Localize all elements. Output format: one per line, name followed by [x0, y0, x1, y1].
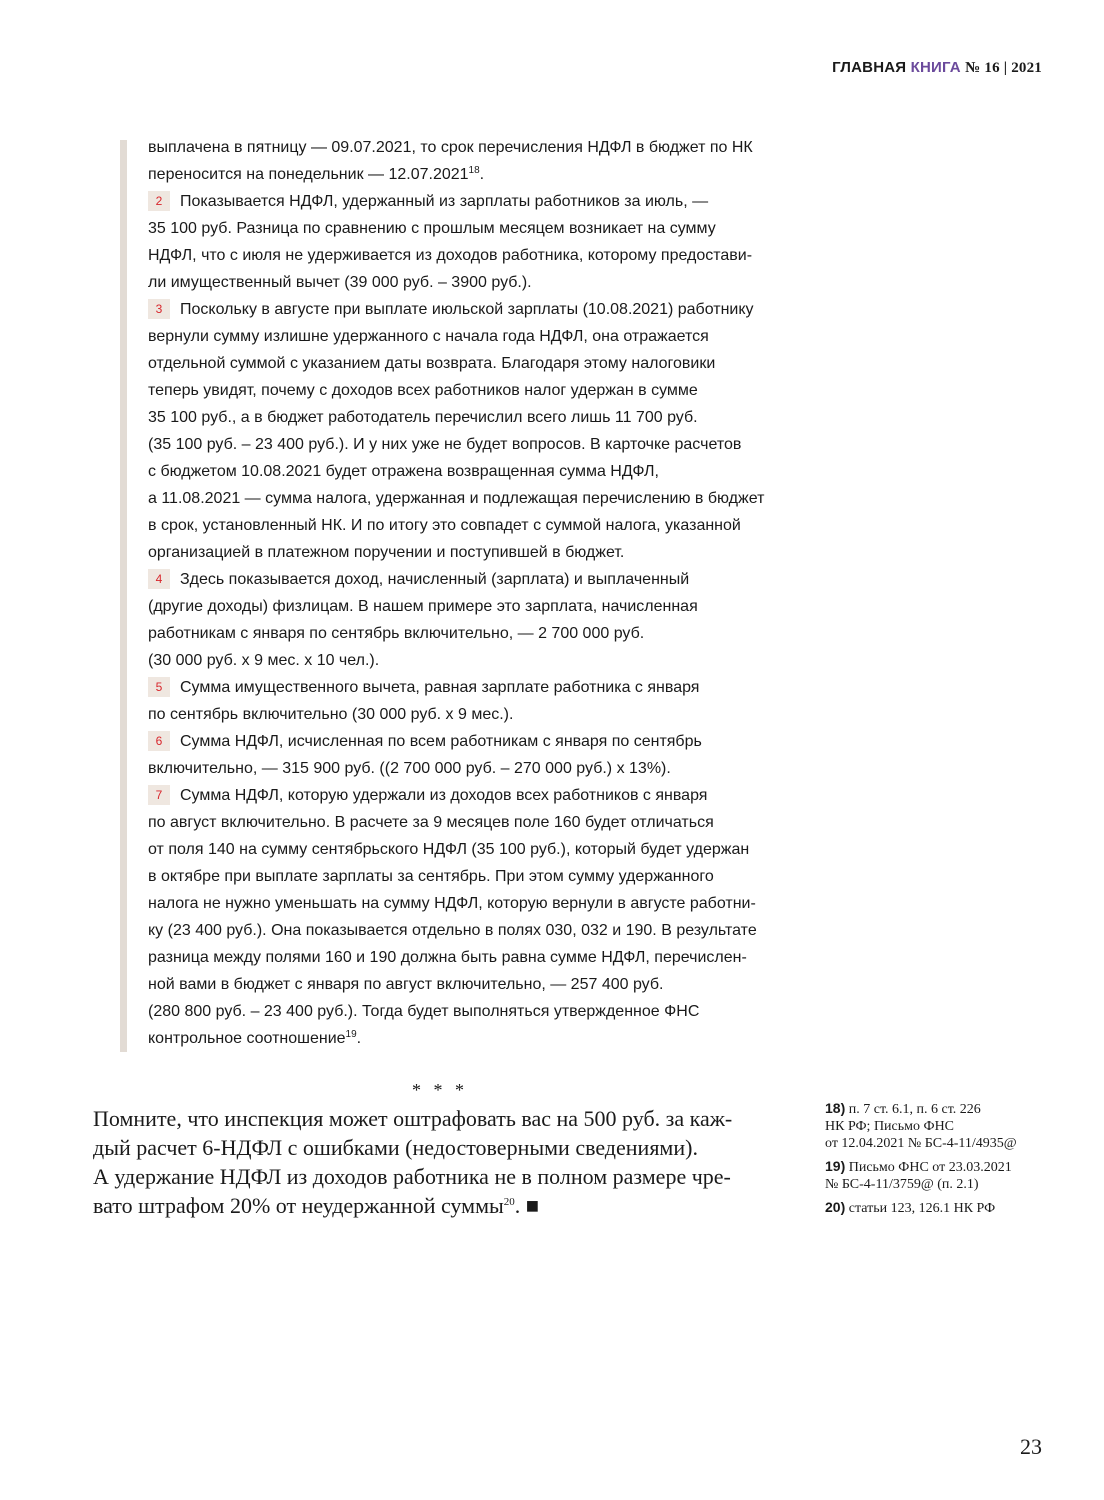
- commentary-line: от поля 140 на сумму сентябрьского НДФЛ (35 100 руб.), который будет удержан: [148, 841, 750, 858]
- footnote-20: 20) статьи 123, 126.1 НК РФ: [825, 1199, 996, 1216]
- footnote-number: 18): [825, 1100, 846, 1116]
- header-issue: № 16 | 2021: [965, 60, 1042, 76]
- commentary-side-bar: [120, 140, 127, 1052]
- footnote-ref[interactable]: 19: [345, 1029, 357, 1040]
- footnote-line: № БС-4-11/3759@ (п. 2.1): [825, 1177, 979, 1192]
- commentary-line: отдельной суммой с указанием даты возврата. Благодаря этому налоговики: [148, 355, 716, 372]
- item-number-badge: 4: [148, 569, 170, 589]
- commentary-line: по сентябрь включительно (30 000 руб. х 9 мес.).: [148, 706, 514, 723]
- commentary-line: с бюджетом 10.08.2021 будет отражена возвращенная сумма НДФЛ,: [148, 463, 659, 480]
- commentary-line: в октябре при выплате зарплаты за сентябрь. При этом сумму удержанного: [148, 868, 714, 885]
- item-number-badge: 2: [148, 191, 170, 211]
- footnotes: [825, 1100, 1055, 1223]
- commentary-line: (другие доходы) физлицам. В нашем примере это зарплата, начисленная: [148, 598, 698, 615]
- page-number: 23: [1020, 1434, 1042, 1459]
- commentary-line: (35 100 руб. – 23 400 руб.). И у них уже не будет вопросов. В карточке расчетов: [148, 436, 742, 453]
- footnote-ref[interactable]: 18: [468, 165, 480, 176]
- commentary-line: работникам с января по сентябрь включительно, — 2 700 000 руб.: [148, 625, 645, 642]
- header-title-accent: КНИГА: [910, 59, 961, 76]
- commentary-line: 35 100 руб., а в бюджет работодатель перечислил всего лишь 11 700 руб.: [148, 409, 698, 426]
- conclusion-paragraph: [93, 1104, 793, 1220]
- conclusion-line: Помните, что инспекция может оштрафовать вас на 500 руб. за каж-: [93, 1106, 733, 1131]
- commentary-line: ли имущественный вычет (39 000 руб. – 3900 руб.).: [148, 274, 532, 291]
- commentary-line: ку (23 400 руб.). Она показывается отдельно в полях 030, 032 и 190. В результате: [148, 922, 757, 939]
- footnote-number: 20): [825, 1199, 846, 1215]
- footnote-line: НК РФ; Письмо ФНС: [825, 1119, 955, 1134]
- commentary-line: (30 000 руб. х 9 мес. х 10 чел.).: [148, 652, 380, 669]
- footnote-19: 19) Письмо ФНС от 23.03.2021 № БС-4-11/3759@ (п. 2.1): [825, 1158, 1055, 1193]
- commentary-line: разница между полями 160 и 190 должна быть равна сумме НДФЛ, перечислен-: [148, 949, 747, 966]
- footnote-line: от 12.04.2021 № БС-4-11/4935@: [825, 1136, 1017, 1151]
- commentary-line: вернули сумму излишне удержанного с начала года НДФЛ, она отражается: [148, 328, 709, 345]
- conclusion-line: вато штрафом 20% от неудержанной суммы$^{20}$. ■: [93, 1193, 540, 1218]
- item-number-badge: 5: [148, 677, 170, 697]
- footnote-ref[interactable]: 20: [503, 1196, 515, 1208]
- running-header: [832, 59, 1042, 77]
- end-mark: . ■: [514, 1193, 540, 1218]
- commentary-item-2: 2 Показывается НДФЛ, удержанный из зарплаты работников за июль, —: [148, 188, 788, 215]
- conclusion-line: дый расчет 6-НДФЛ с ошибками (недостоверными сведениями).: [93, 1135, 698, 1160]
- commentary-line: НДФЛ, что с июля не удерживается из доходов работника, которому предостави-: [148, 247, 753, 264]
- conclusion-line: А удержание НДФЛ из доходов работника не в полном размере чре-: [93, 1164, 731, 1189]
- item-number-badge: 7: [148, 785, 170, 805]
- commentary-line: налога не нужно уменьшать на сумму НДФЛ, которую вернули в августе работни-: [148, 895, 756, 912]
- commentary-item-5: 5 Сумма имущественного вычета, равная зарплате работника с января: [148, 674, 788, 701]
- commentary-line: выплачена в пятницу — 09.07.2021, то срок перечисления НДФЛ в бюджет по НК: [148, 139, 753, 156]
- commentary-line: организацией в платежном поручении и поступившей в бюджет.: [148, 544, 625, 561]
- commentary-line: теперь увидят, почему с доходов всех работников налог удержан в сумме: [148, 382, 698, 399]
- commentary-line: по август включительно. В расчете за 9 месяцев поле 160 будет отличаться: [148, 814, 714, 831]
- footnote-18: 18) п. 7 ст. 6.1, п. 6 ст. 226 НК РФ; Письмо ФНС от 12.04.2021 № БС-4-11/4935@: [825, 1100, 1055, 1152]
- commentary-block: [148, 134, 788, 1052]
- item-number-badge: 3: [148, 299, 170, 319]
- commentary-item-3: 3 Поскольку в августе при выплате июльской зарплаты (10.08.2021) работнику: [148, 296, 788, 323]
- commentary-line: ной вами в бюджет с января по август включительно, — 257 400 руб.: [148, 976, 664, 993]
- commentary-item-6: 6 Сумма НДФЛ, исчисленная по всем работникам с января по сентябрь: [148, 728, 788, 755]
- commentary-line: в срок, установленный НК. И по итогу это совпадет с суммой налога, указанной: [148, 517, 741, 534]
- commentary-item-7: 7 Сумма НДФЛ, которую удержали из доходов всех работников с января: [148, 782, 788, 809]
- commentary-line: (280 800 руб. – 23 400 руб.). Тогда будет выполняться утвержденное ФНС: [148, 1003, 700, 1020]
- header-title-main: ГЛАВНАЯ: [832, 59, 907, 76]
- commentary-line: контрольное соотношение$^{19}$.: [148, 1029, 362, 1047]
- section-separator: * * *: [412, 1080, 468, 1100]
- commentary-line: 35 100 руб. Разница по сравнению с прошлым месяцем возникает на сумму: [148, 220, 716, 237]
- footnote-number: 19): [825, 1158, 846, 1174]
- item-number-badge: 6: [148, 731, 170, 751]
- commentary-item-4: 4 Здесь показывается доход, начисленный (зарплата) и выплаченный: [148, 566, 788, 593]
- commentary-line: а 11.08.2021 — сумма налога, удержанная и подлежащая перечислению в бюджет: [148, 490, 765, 507]
- commentary-line: включительно, — 315 900 руб. ((2 700 000 руб. – 270 000 руб.) х 13%).: [148, 760, 671, 777]
- commentary-line: переносится на понедельник — 12.07.2021$^{18}$.: [148, 165, 485, 183]
